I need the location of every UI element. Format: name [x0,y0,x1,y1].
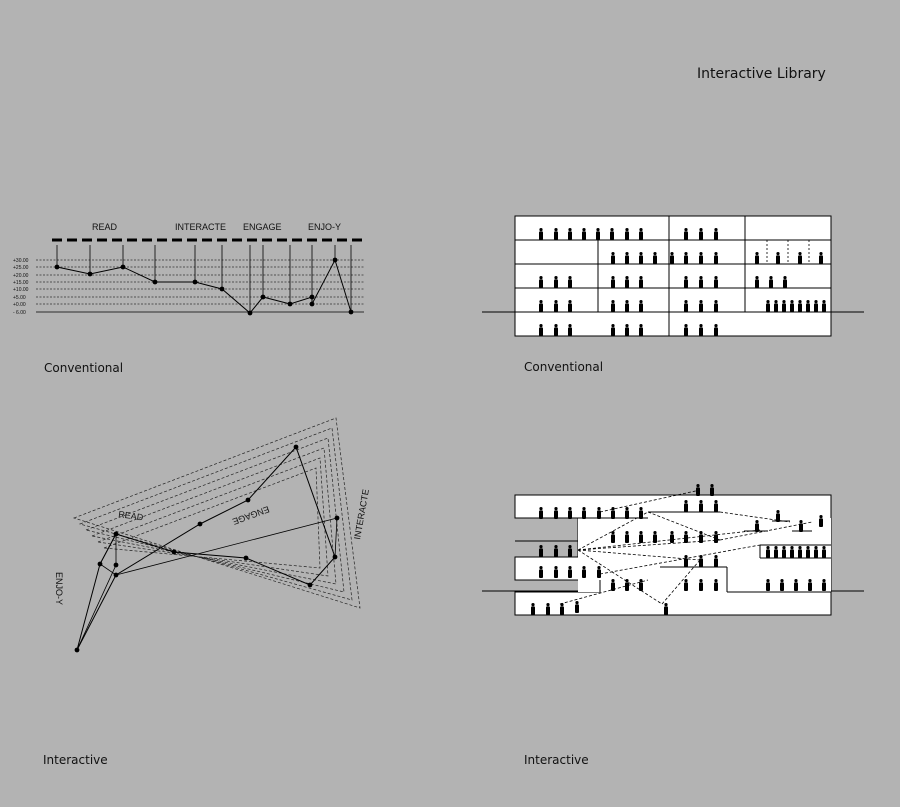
caption-conventional-chart: Conventional [44,361,124,375]
interactive-activity-line-2 [77,518,337,650]
tick-30: +30.00 [13,258,29,264]
tick-15: +15.00 [13,280,29,286]
page-title: Interactive Library [697,66,826,82]
interactive-activity-diagram [54,418,371,652]
label-read: READ [92,222,118,232]
label-engage: ENGAGE [243,222,282,232]
conventional-y-ticks [13,258,29,316]
conventional-stems [57,245,351,313]
caption-interactive-chart: Interactive [43,753,108,767]
caption-interactive-section: Interactive [524,753,589,767]
label-engage-rotated: ENGAGE [231,504,271,527]
conventional-activity-line [57,260,351,313]
tick-10: +10.00 [13,287,29,293]
tick-25: +25.00 [13,265,29,271]
tick-20: +20.00 [13,273,29,279]
conventional-library-section [482,216,864,336]
conventional-labels [92,222,341,232]
interactive-nested-outlines [74,418,360,608]
label-enjoy: ENJO-Y [308,222,342,232]
tick-5: +5.00 [13,295,26,301]
label-interacte: INTERACTE [175,222,227,232]
caption-conventional-section: Conventional [524,360,604,374]
conventional-gridlines [36,260,364,312]
interactive-library-section [482,484,864,615]
label-enjoy-rotated: ENJO-Y [54,572,64,606]
label-read-rotated: READ [117,509,144,523]
tick-0: +0.00 [13,302,26,308]
label-interacte-rotated: INTERACTE [352,488,371,541]
conventional-activity-chart [13,222,364,316]
tick-minus-6: - 6.00 [13,310,26,316]
conventional-points [55,258,354,316]
